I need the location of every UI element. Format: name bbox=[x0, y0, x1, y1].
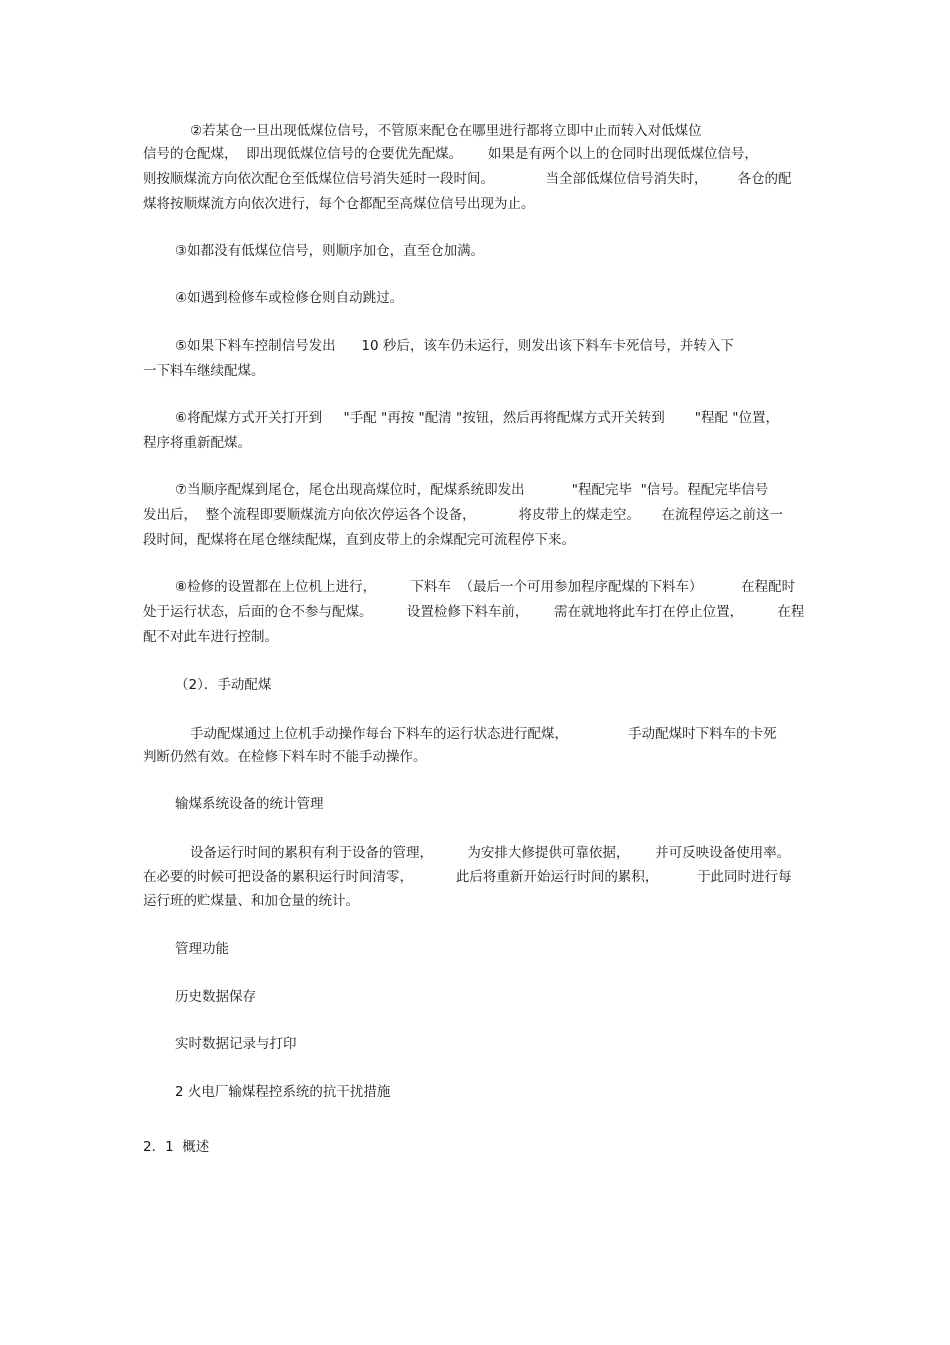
paragraph-8-line-2: 处于运行状态，后面的仓不参与配煤。 设置检修下料车前， 需在就地将此车打在停止位置， 在程 bbox=[143, 604, 805, 620]
manual-body-line-2: 判断仍然有效。在检修下料车时不能手动操作。 bbox=[143, 749, 427, 765]
stats-heading: 输煤系统设备的统计管理 bbox=[175, 796, 324, 812]
paragraph-6-line-1: ⑥将配煤方式开关打开到 "手配 "再按 "配清 "按钮，然后再将配煤方式开关转到 "程配 "位置， bbox=[175, 410, 780, 426]
paragraph-3: ③如都没有低煤位信号，则顺序加仓，直至仓加满。 bbox=[175, 243, 485, 259]
paragraph-7-line-2: 发出后， 整个流程即要顺煤流方向依次停运各个设备， 将皮带上的煤走空。 在流程停运之前这一 bbox=[143, 507, 783, 523]
stats-body-line-1: 设备运行时间的累积有利于设备的管理， 为安排大修提供可靠依据， 并可反映设备使用率。 bbox=[190, 845, 791, 861]
mgmt-heading: 管理功能 bbox=[175, 941, 229, 957]
stats-body-line-3: 运行班的贮煤量、和加仓量的统计。 bbox=[143, 893, 359, 909]
paragraph-2-line-1: ②若某仓一旦出现低煤位信号，不管原来配仓在哪里进行都将立即中止而转入对低煤位 bbox=[190, 123, 702, 139]
paragraph-8-line-1: ⑧检修的设置都在上位机上进行， 下料车 （最后一个可用参加程序配煤的下料车） 在程配时 bbox=[175, 579, 796, 595]
manual-body-line-1: 手动配煤通过上位机手动操作每台下料车的运行状态进行配煤， 手动配煤时下料车的卡死 bbox=[190, 726, 777, 742]
section-2-heading: 2 火电厂输煤程控系统的抗干扰措施 bbox=[175, 1084, 391, 1100]
paragraph-6-line-2: 程序将重新配煤。 bbox=[143, 435, 251, 451]
paragraph-2-line-2: 信号的仓配煤， 即出现低煤位信号的仓要优先配煤。 如果是有两个以上的仓同时出现低煤位信号， bbox=[143, 146, 758, 162]
paragraph-5-line-1: ⑤如果下料车控制信号发出 10 秒后，该车仍未运行，则发出该下料车卡死信号，并转入下 bbox=[175, 338, 734, 354]
paragraph-7-line-1: ⑦当顺序配煤到尾仓，尾仓出现高煤位时，配煤系统即发出 "程配完毕 "信号。程配完毕信号 bbox=[175, 482, 769, 498]
paragraph-2-line-4: 煤将按顺煤流方向依次进行，每个仓都配至高煤位信号出现为止。 bbox=[143, 196, 535, 212]
section-2-1-heading: 2．1 概述 bbox=[143, 1139, 210, 1155]
stats-body-line-2: 在必要的时候可把设备的累积运行时间清零， 此后将重新开始运行时间的累积， 于此同时进行每 bbox=[143, 869, 792, 885]
paragraph-2-line-3: 则按顺煤流方向依次配仓至低煤位信号消失延时一段时间。 当全部低煤位信号消失时， 各仓的配 bbox=[143, 171, 792, 187]
realtime-heading: 实时数据记录与打印 bbox=[175, 1036, 297, 1052]
paragraph-8-line-3: 配不对此车进行控制。 bbox=[143, 629, 278, 645]
manual-heading: （2）．手动配煤 bbox=[175, 677, 272, 693]
history-heading: 历史数据保存 bbox=[175, 989, 256, 1005]
paragraph-4: ④如遇到检修车或检修仓则自动跳过。 bbox=[175, 290, 404, 306]
paragraph-5-line-2: 一下料车继续配煤。 bbox=[143, 363, 265, 379]
paragraph-7-line-3: 段时间，配煤将在尾仓继续配煤，直到皮带上的余煤配完可流程停下来。 bbox=[143, 532, 575, 548]
